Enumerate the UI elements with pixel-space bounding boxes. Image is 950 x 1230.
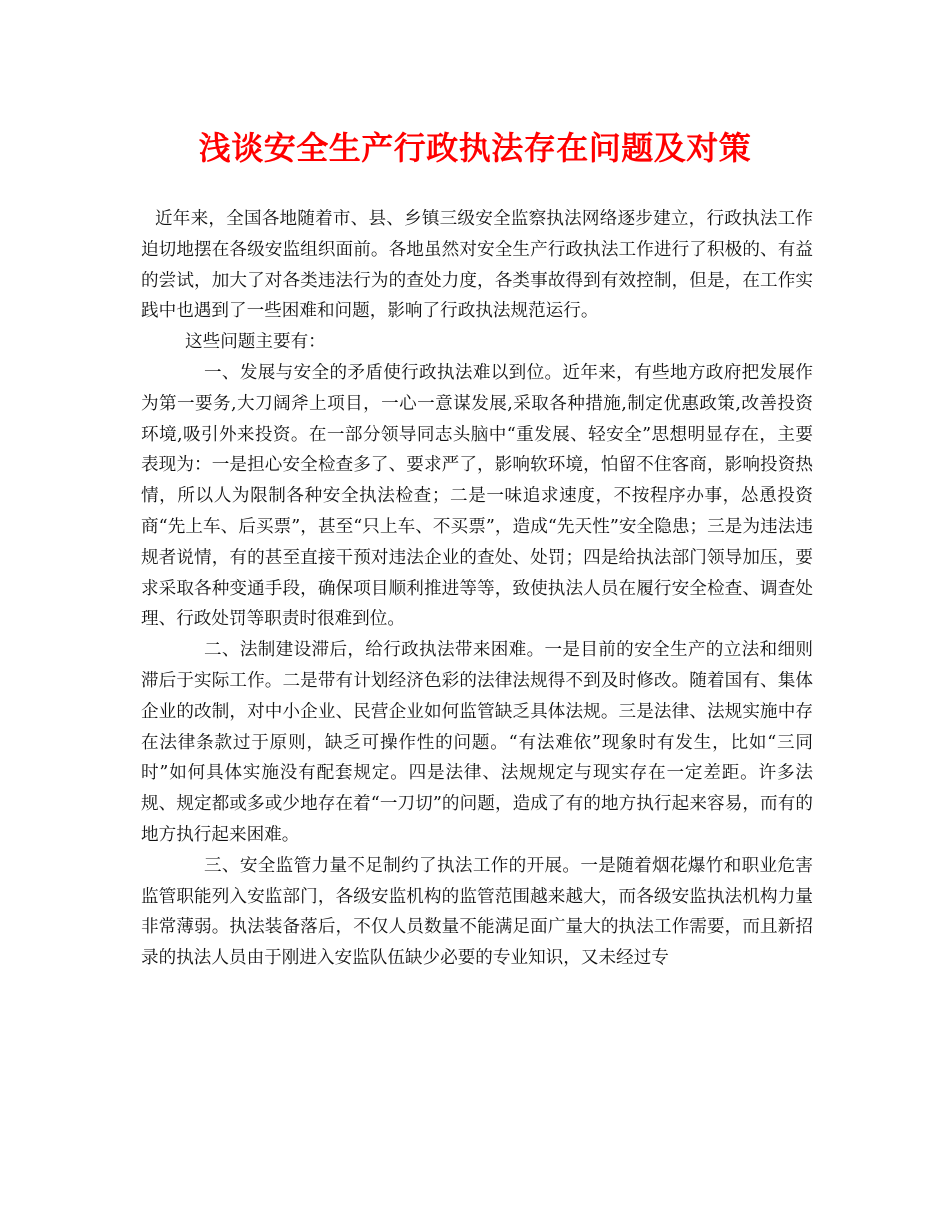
paragraph-issue-3: 三、安全监管力量不足制约了执法工作的开展。一是随着烟花爆竹和职业危害监管职能列入安监部门，各级安监机构的监管范围越来越大，而各级安监执法机构力量非常薄弱。执法装备落后，不仅人员数量不能满足面广量大的执法工作需要，而且新招录的执法人员由于刚进入安监队伍缺少必要的专业知识，又未经过专	[141, 855, 813, 969]
paragraph-intro: 近年来，全国各地随着市、县、乡镇三级安全监察执法网络逐步建立，行政执法工作迫切地摆在各级安监组织面前。各地虽然对安全生产行政执法工作进行了积极的、有益的尝试，加大了对各类违法行为的查处力度，各类事故得到有效控制，但是，在工作实践中也遇到了一些困难和问题，影响了行政执法规范运行。	[141, 209, 813, 322]
paragraph-issue-2: 二、法制建设滞后，给行政执法带来困难。一是目前的安全生产的立法和细则滞后于实际工作。二是带有计划经济色彩的法律法规得不到及时修改。随着国有、集体企业的改制，对中小企业、民营企业如何监管缺乏具体法规。三是法律、法规实施中存在法律条款过于原则，缺乏可操作性的问题。“有法难依”现象时有发生，比如“三同时”如何具体实施没有配套规定。四是法律、法规规定与现实存在一定差距。许多法规、规定都或多或少地存在着“一刀切”的问题，造成了有的地方执行起来容易，而有的地方执行起来困难。	[141, 640, 813, 845]
paragraph-lead: 这些问题主要有：	[185, 332, 326, 353]
document-title: 浅谈安全生产行政执法存在问题及对策	[198, 129, 752, 167]
document-body	[141, 204, 813, 974]
paragraph-issue-1: 一、发展与安全的矛盾使行政执法难以到位。近年来，有些地方政府把发展作为第一要务,大刀阔斧上项目，一心一意谋发展,采取各种措施,制定优惠政策,改善投资环境,吸引外来投资。在一部分领导同志头脑中“重发展、轻安全”思想明显存在，主要表现为：一是担心安全检查多了、要求严了，影响软环境，怕留不住客商，影响投资热情，所以人为限制各种安全执法检查；二是一味追求速度，不按程序办事，怂恿投资商“先上车、后买票”，甚至“只上车、不买票”，造成“先天性”安全隐患；三是为违法违规者说情，有的甚至直接干预对违法企业的查处、处罚；四是给执法部门领导加压，要求采取各种变通手段，确保项目顺利推进等等，致使执法人员在履行安全检查、调查处理、行政处罚等职责时很难到位。	[141, 362, 813, 630]
